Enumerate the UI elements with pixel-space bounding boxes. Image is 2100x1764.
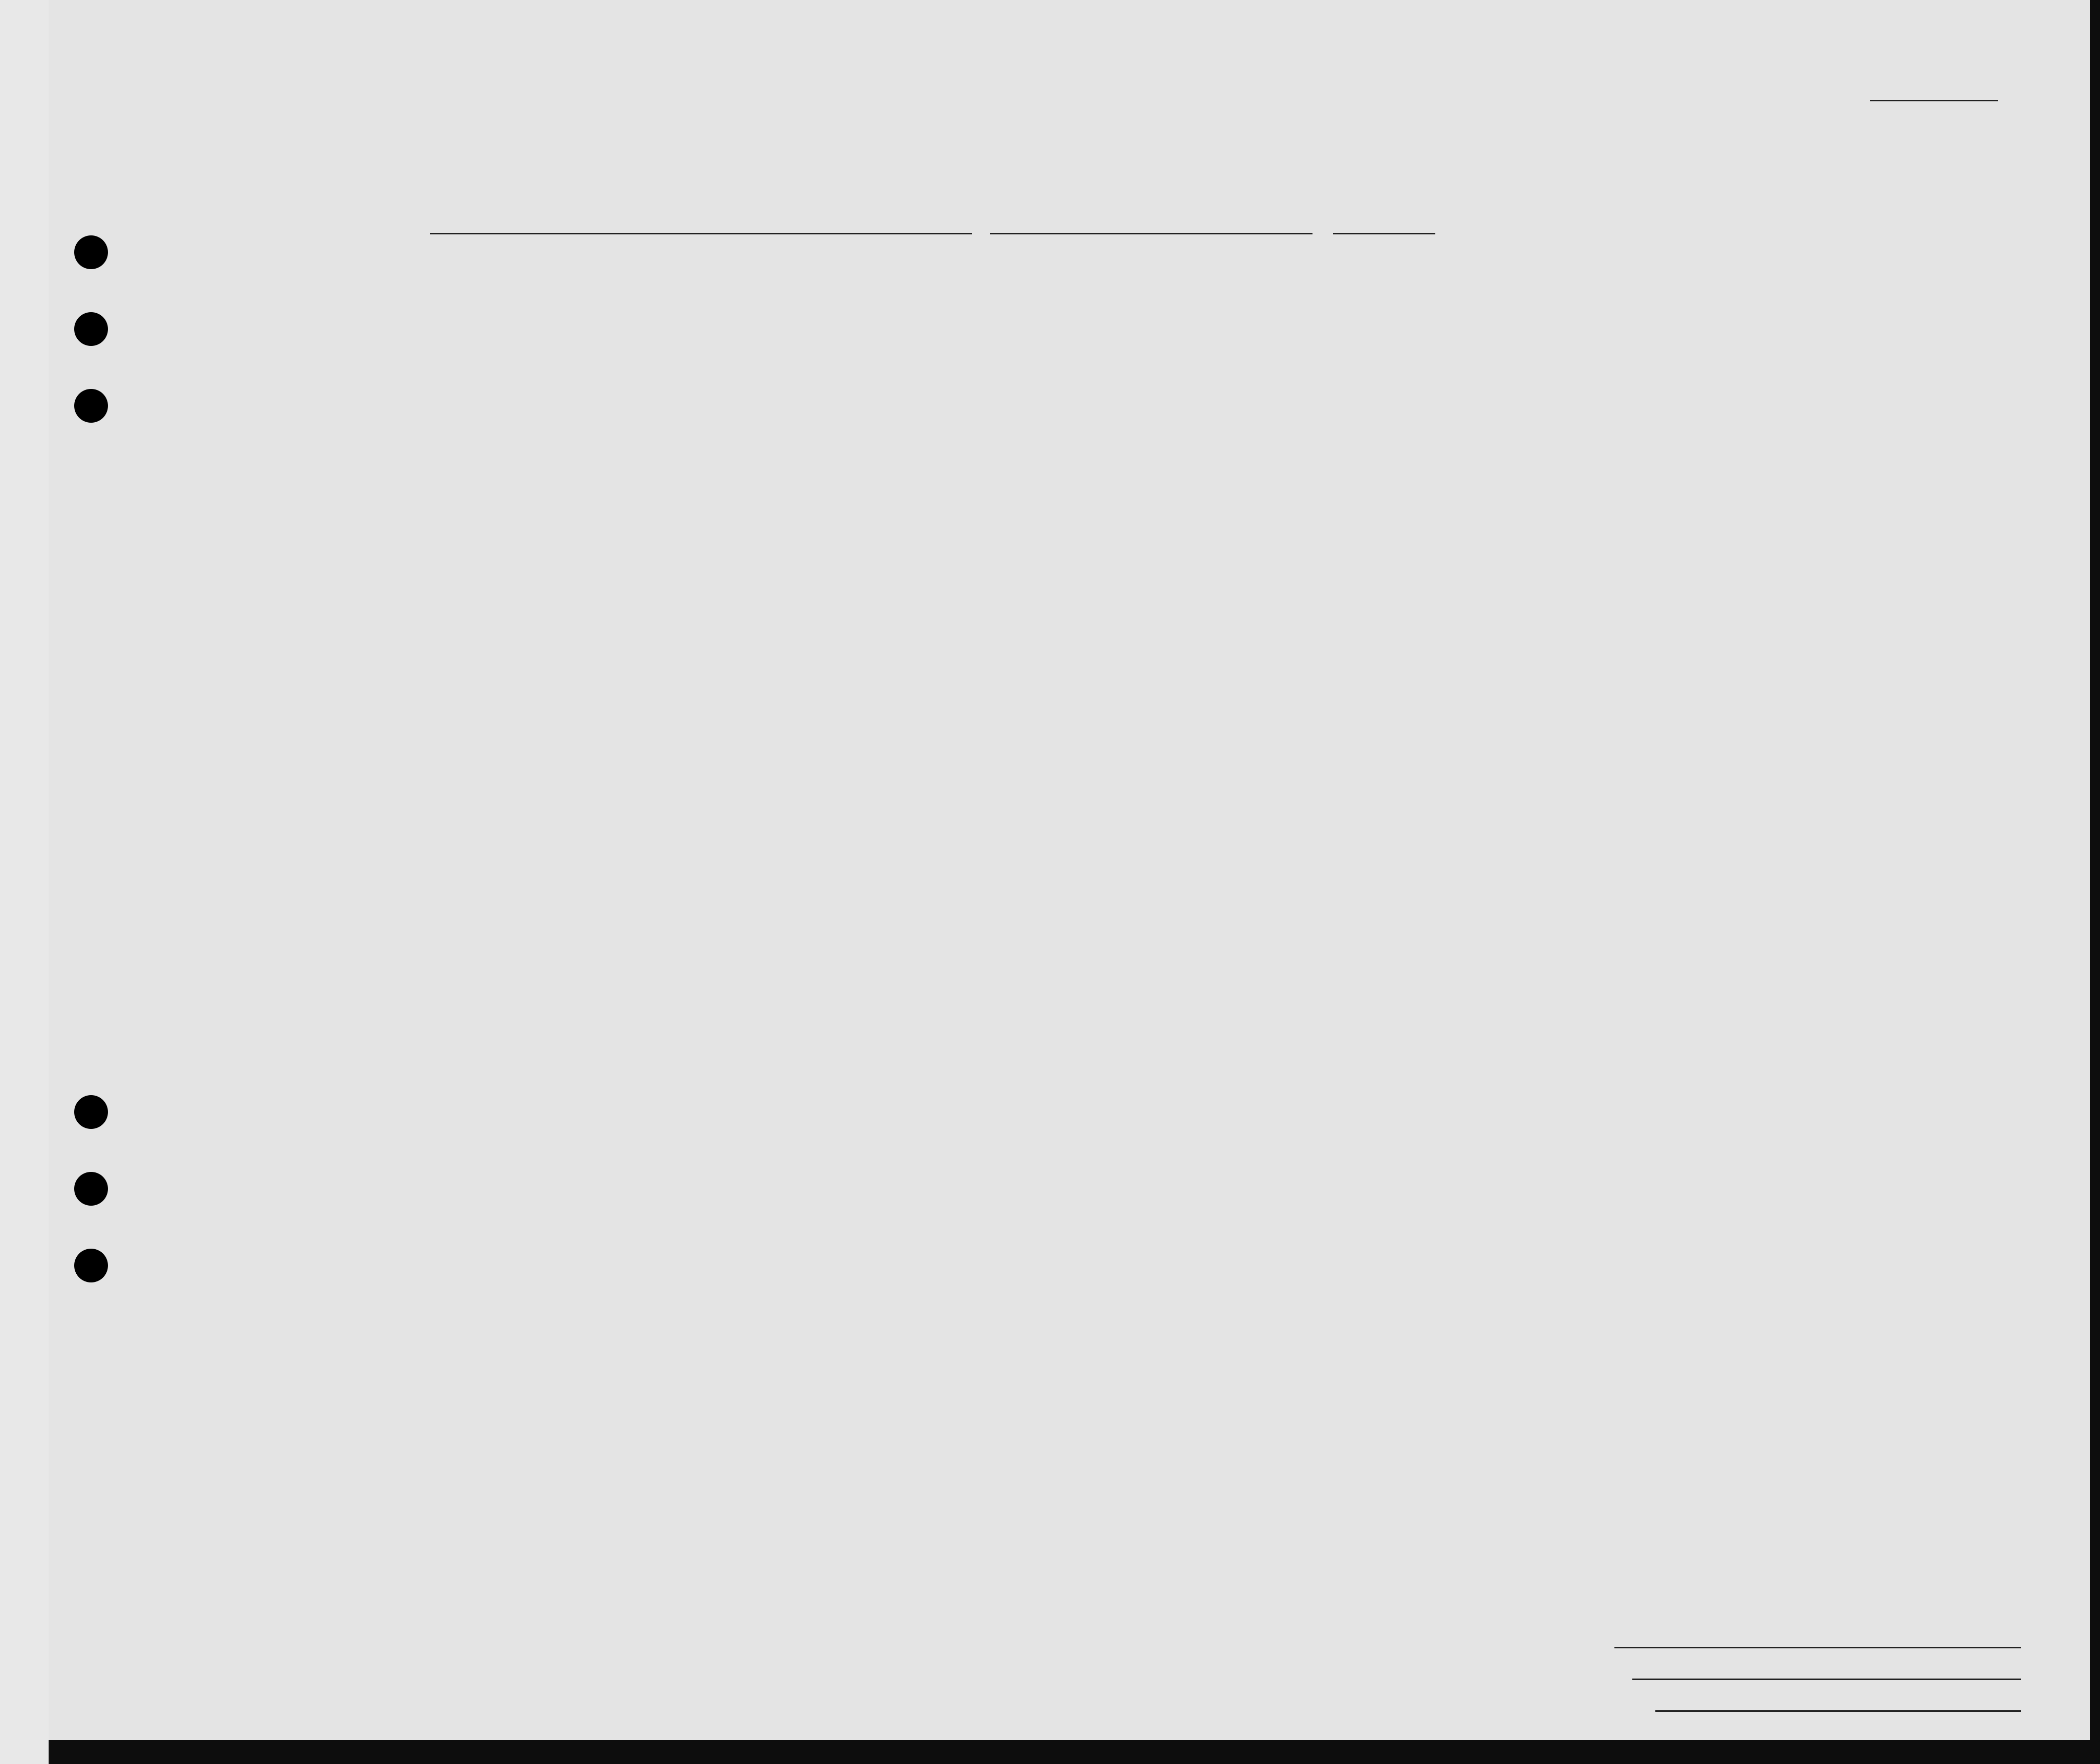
table-grid [49, 0, 2090, 1740]
previous-page-strip [0, 0, 50, 1764]
manifest-sheet [49, 0, 2090, 1740]
